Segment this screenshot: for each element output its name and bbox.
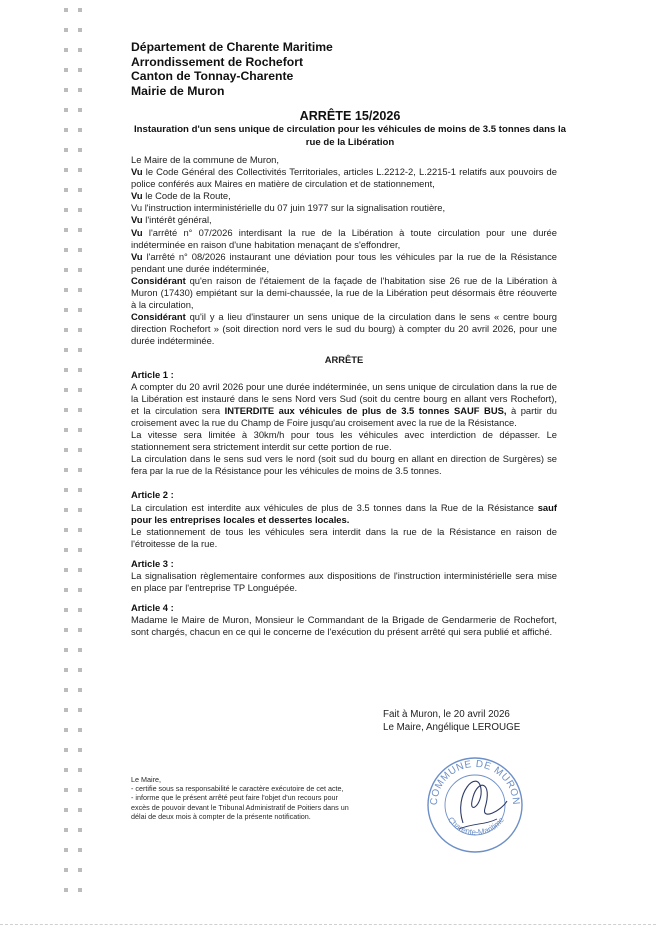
binding-hole-pair <box>62 400 88 420</box>
keyword-vu: Vu <box>131 214 143 226</box>
seal-top-text: COMMUNE DE MURON <box>428 758 522 806</box>
certification-line: excès de pouvoir devant le Tribunal Administratif de Poitiers dans un <box>131 802 349 812</box>
binding-hole-pair <box>62 540 88 560</box>
letterhead-arrondissement: Arrondissement de Rochefort <box>131 54 304 69</box>
document-title: ARRÊTE 15/2026 <box>299 109 401 123</box>
article-2-title: Article 2 : <box>131 489 174 501</box>
binding-hole-pair <box>62 840 88 860</box>
article-2-exception: sauf pour les entreprises locales et dessertes locales. <box>131 501 557 525</box>
preamble-vu-arrete-08: Vu l'arrêté n° 08/2026 instaurant une déviation pour tous les véhicules par la rue de la Résistance pendant une durée indéterminée, <box>131 250 557 274</box>
document-body <box>131 154 557 638</box>
binding-hole-pair <box>62 20 88 40</box>
binding-hole-pair <box>62 760 88 780</box>
article-4-paragraph-1: Madame le Maire de Muron, Monsieur le Commandant de la Brigade de Gendarmerie de Rochefort, sont chargés, chacun en ce qui le concerne de l'exécution du présent arrêté qui sera publié et affiché. <box>131 614 557 638</box>
document-subtitle: Instauration d'un sens unique de circulation pour les véhicules de moins de 3.5 tonnes dans la rue de la Libération <box>134 124 566 148</box>
binding-hole-pair <box>62 380 88 400</box>
preamble-vu-interet: Vu l'intérêt général, <box>131 214 212 226</box>
article-1-title: Article 1 : <box>131 368 174 380</box>
signoff-signatory: Le Maire, Angélique LEROUGE <box>383 722 521 733</box>
binding-hole-pair <box>62 820 88 840</box>
binding-hole-pair <box>62 500 88 520</box>
binding-hole-pair <box>62 440 88 460</box>
arrete-heading: ARRÊTE <box>324 353 364 365</box>
binding-hole-pair <box>62 660 88 680</box>
letterhead <box>131 40 333 98</box>
binding-hole-pair <box>62 240 88 260</box>
binding-hole-pair <box>62 340 88 360</box>
binding-hole-pair <box>62 740 88 760</box>
preamble-vu-cgct: Vu le Code Général des Collectivités Territoriales, articles L.2212-2, L.2215-1 relatifs aux pouvoirs de police conférés aux Maires en matière de circulation et de stationnement, <box>131 166 557 190</box>
binding-hole-pair <box>62 280 88 300</box>
article-1-paragraph-1: A compter du 20 avril 2026 pour une durée indéterminée, un sens unique de circulation dans la rue de la Libération est instauré dans le sens Nord vers Sud (soit du centre bourg en allant vers Rochefort), et la circulation sera INTERDITE aux véhicules de plus de 3.5 tonnes SAUF BUS, à partir du croisement avec la rue du Champ de Foire jusqu'au croisement avec la rue de la Résistance. <box>131 380 557 428</box>
keyword-vu: Vu <box>131 226 143 238</box>
signoff-block <box>383 708 520 734</box>
certification-line: délai de deux mois à compter de la présente notification. <box>131 811 311 821</box>
binding-hole-strip <box>62 0 88 900</box>
article-4-title: Article 4 : <box>131 602 174 614</box>
binding-hole-pair <box>62 600 88 620</box>
binding-hole-pair <box>62 80 88 100</box>
binding-hole-pair <box>62 860 88 880</box>
binding-hole-pair <box>62 460 88 480</box>
certification-line: - informe que le présent arrêté peut faire l'objet d'un recours pour <box>131 793 338 803</box>
binding-hole-pair <box>62 580 88 600</box>
binding-hole-pair <box>62 260 88 280</box>
article-2-paragraph-2: Le stationnement de tous les véhicules sera interdit dans la rue de la Résistance en raison de l'étroitesse de la rue. <box>131 525 557 549</box>
preamble-considerant-2: Considérant qu'il y a lieu d'instaurer un sens unique de la circulation dans le sens « centre bourg direction Rochefort » (soit direction nord vers le sud du bourg) à compter du 20 avril 2026, pour une durée indéterminée. <box>131 311 557 347</box>
seal-bottom-text: Charente-Maritime <box>446 815 506 837</box>
binding-hole-pair <box>62 640 88 660</box>
page-edge-perforation <box>0 924 656 926</box>
preamble-considerant-1: Considérant qu'en raison de l'étaiement de la façade de l'habitation sise 26 rue de la Libération à Muron (17430) empiétant sur la demi-chaussée, la rue de la Libération peut désormais être réouverte à la circulation, <box>131 274 557 311</box>
certification-heading: Le Maire, <box>131 775 161 784</box>
binding-hole-pair <box>62 220 88 240</box>
binding-hole-pair <box>62 700 88 720</box>
binding-hole-pair <box>62 300 88 320</box>
binding-hole-pair <box>62 100 88 120</box>
keyword-vu: Vu <box>131 166 143 178</box>
article-1-paragraph-2: La vitesse sera limitée à 30km/h pour tous les véhicules avec interdiction de dépasser. Le stationnement sera strictement interdit sur cette portion de rue. <box>131 429 557 453</box>
binding-hole-pair <box>62 180 88 200</box>
binding-hole-pair <box>62 360 88 380</box>
binding-hole-pair <box>62 320 88 340</box>
binding-hole-pair <box>62 680 88 700</box>
binding-hole-pair <box>62 620 88 640</box>
preamble-vu-arrete-07: Vu l'arrêté n° 07/2026 interdisant la rue de la Libération à toute circulation pour une durée indéterminée en raison d'une habitation menaçant de s'effondrer, <box>131 226 557 250</box>
binding-hole-pair <box>62 160 88 180</box>
preamble-intro: Le Maire de la commune de Muron, <box>131 154 279 165</box>
preamble-vu-instruction: Vu l'instruction interministérielle du 07 juin 1977 sur la signalisation routière, <box>131 202 446 214</box>
binding-hole-pair <box>62 480 88 500</box>
binding-hole-pair <box>62 120 88 140</box>
article-2-paragraph-1: La circulation est interdite aux véhicules de plus de 3.5 tonnes dans la Rue de la Résistance sauf pour les entreprises locales et dessertes locales. <box>131 501 557 525</box>
preamble-vu-code-route: Vu le Code de la Route, <box>131 190 231 202</box>
letterhead-mairie: Mairie de Muron <box>131 83 225 98</box>
article-3-paragraph-1: La signalisation règlementaire conformes aux dispositions de l'instruction interministérielle sera mise en place par l'entreprise TP Longuépée. <box>131 570 557 594</box>
article-1-restriction: INTERDITE aux véhicules de plus de 3.5 tonnes SAUF BUS, <box>224 404 507 416</box>
binding-hole-pair <box>62 880 88 900</box>
signoff-place-date: Fait à Muron, le 20 avril 2026 <box>383 709 510 720</box>
seal-outer-ring <box>428 758 522 852</box>
keyword-vu: Vu <box>131 190 143 202</box>
binding-hole-pair <box>62 0 88 20</box>
binding-hole-pair <box>62 720 88 740</box>
binding-hole-pair <box>62 40 88 60</box>
binding-hole-pair <box>62 60 88 80</box>
binding-hole-pair <box>62 780 88 800</box>
article-1-paragraph-3: La circulation dans le sens sud vers le nord (soit sud du bourg en allant en direction de Surgères) se fera par la rue de la Résistance pour les véhicules de moins de 3.5 tonnes. <box>131 453 557 477</box>
certification-note <box>131 775 401 821</box>
binding-hole-pair <box>62 520 88 540</box>
keyword-considerant: Considérant <box>131 311 186 323</box>
keyword-vu: Vu <box>131 250 143 262</box>
article-3-title: Article 3 : <box>131 557 174 569</box>
letterhead-canton: Canton de Tonnay-Charente <box>131 69 294 83</box>
certification-line: - certifie sous sa responsabilité le caractère exécutoire de cet acte, <box>131 784 344 794</box>
keyword-considerant: Considérant <box>131 274 186 286</box>
commune-seal-stamp <box>423 753 527 857</box>
binding-hole-pair <box>62 800 88 820</box>
letterhead-department: Département de Charente Maritime <box>131 40 333 54</box>
binding-hole-pair <box>62 420 88 440</box>
binding-hole-pair <box>62 560 88 580</box>
binding-hole-pair <box>62 140 88 160</box>
binding-hole-pair <box>62 200 88 220</box>
